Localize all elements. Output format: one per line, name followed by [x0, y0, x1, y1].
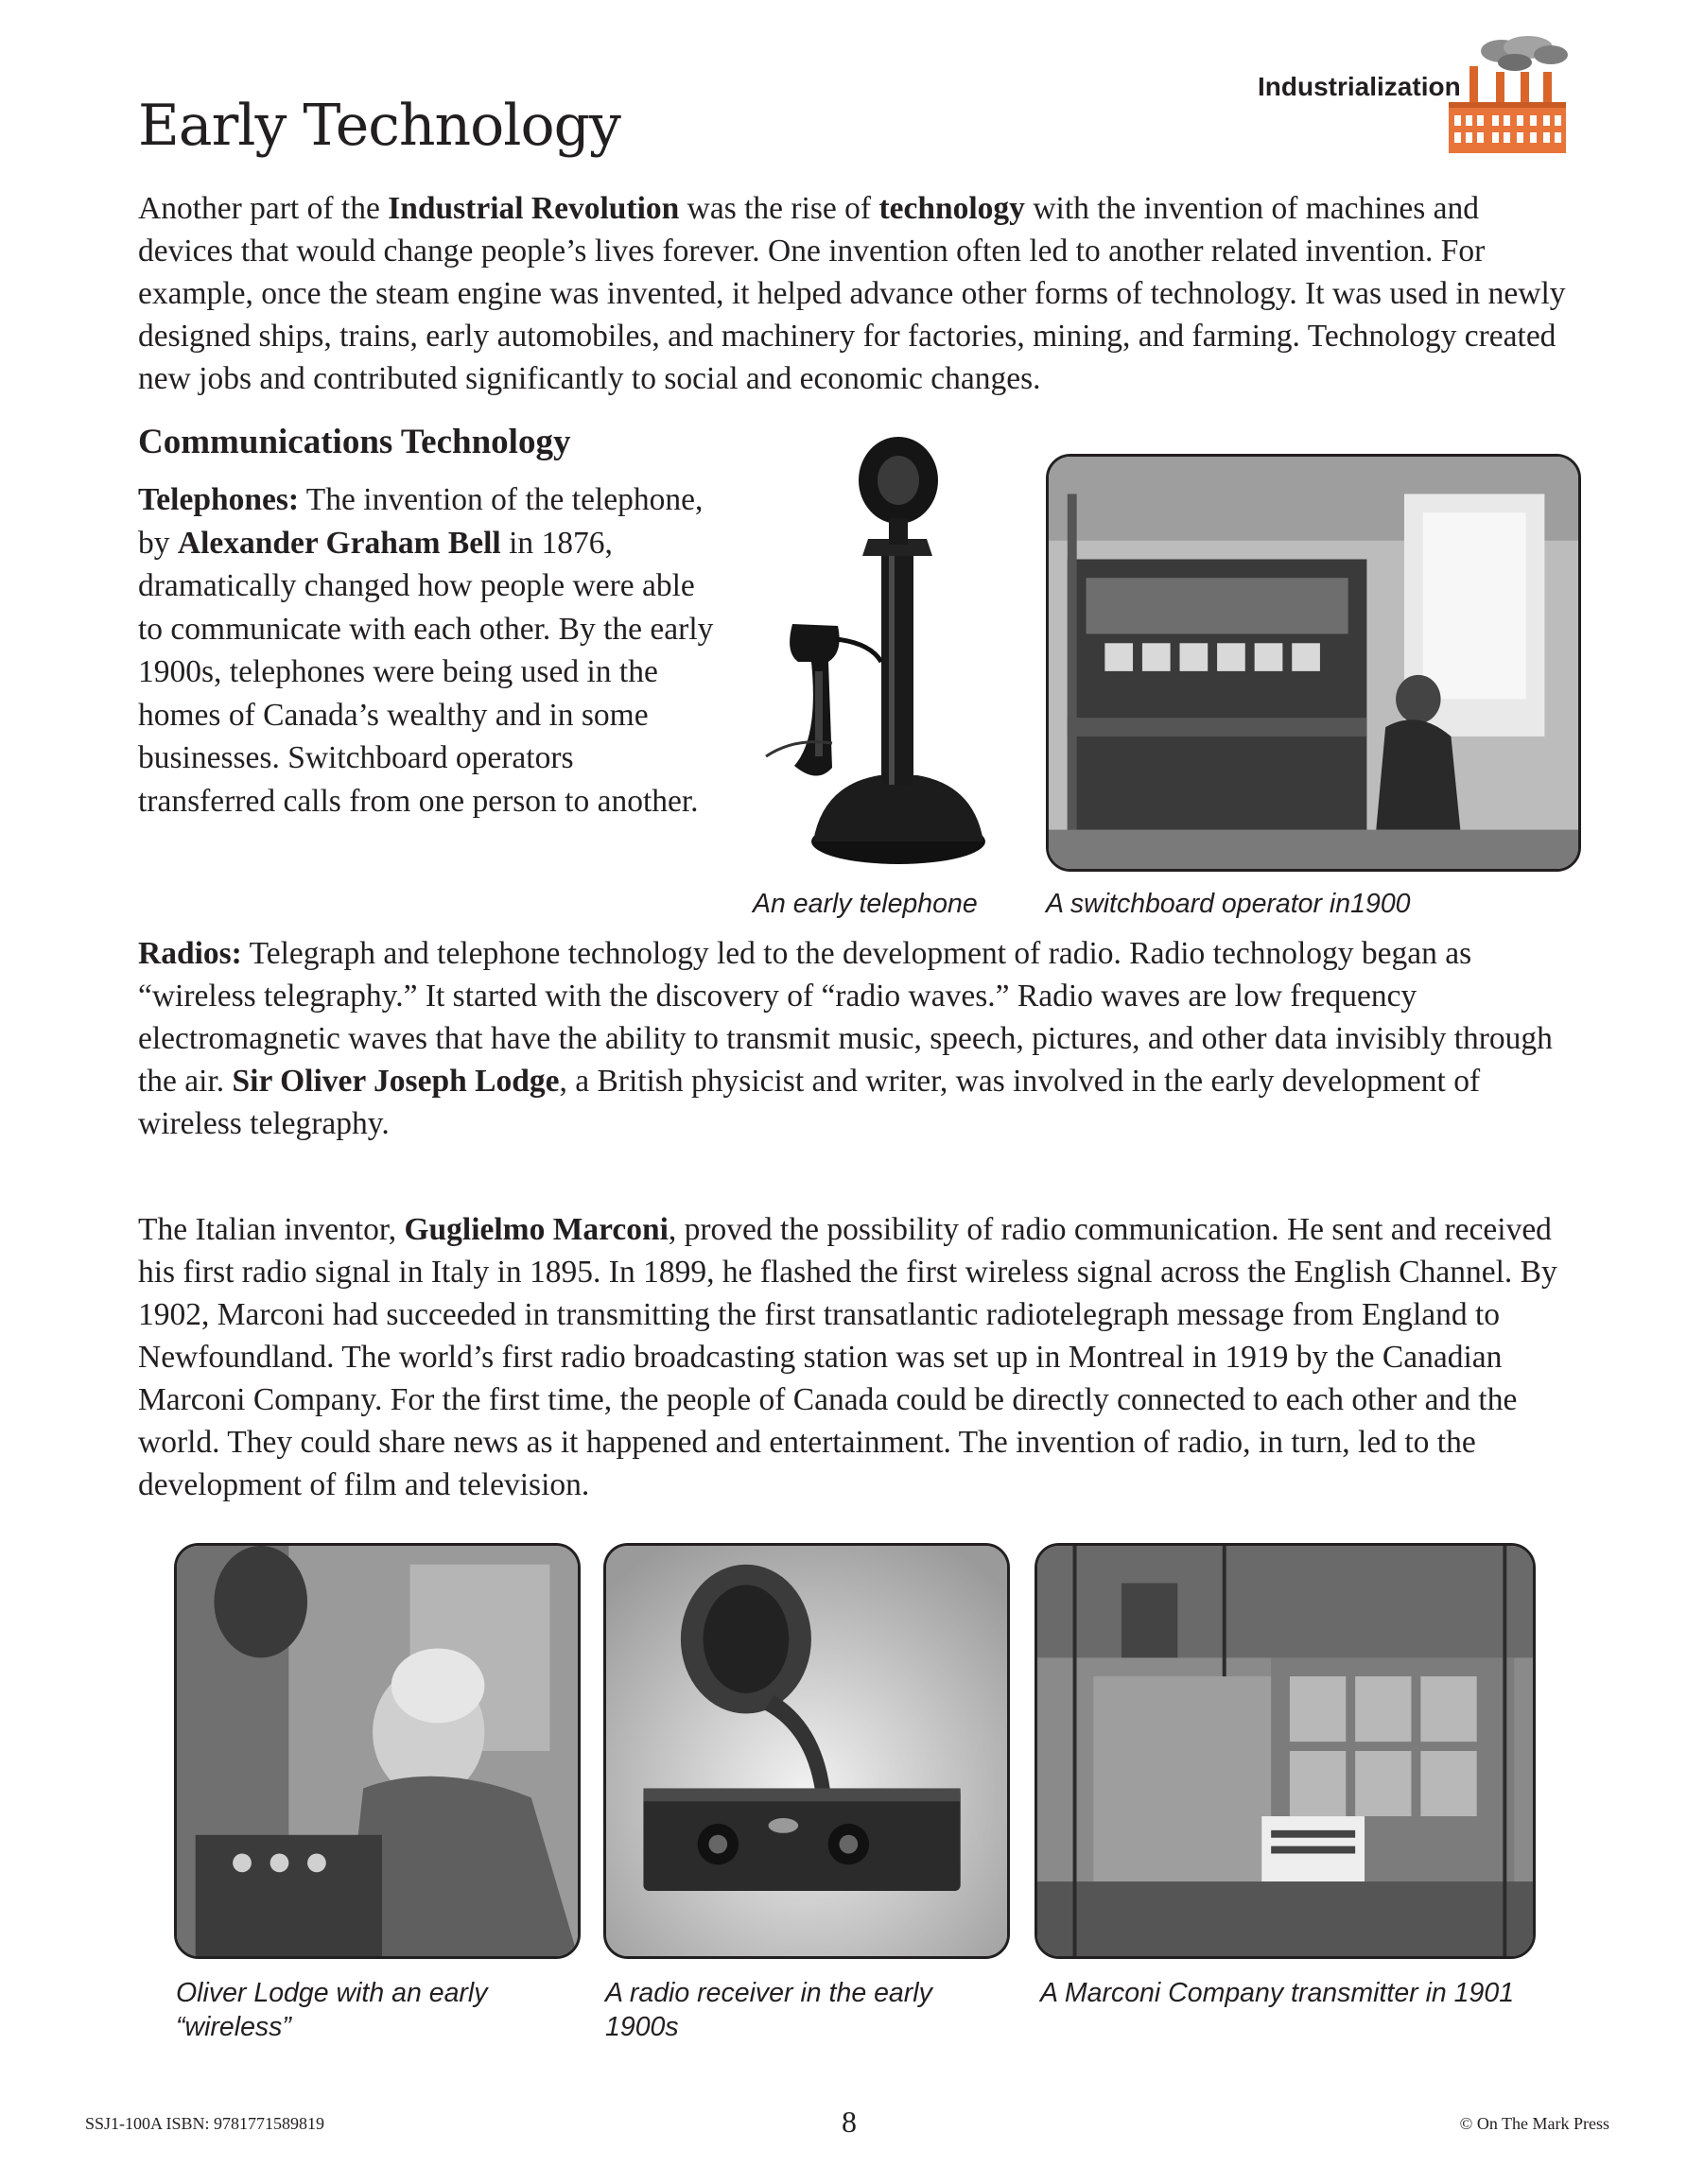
marconi-paragraph: The Italian inventor, Guglielmo Marconi, proved the possibility of radio communication. He sent and received his first radio signal in Italy in 1895. In 1899, he flashed the first wireless signal across the English Channel. By 1902, Marconi had succeeded in transmitting the first transatlantic radiotelegraph message from England to Newfoundland. The world’s first radio broadcasting station was set up in Montreal in 1919 by the Canadian Marconi Company. For the first time, the people of Canada could be directly connected to each other and the world. They could share news as it happened and entertainment. The invention of radio, in turn, led to the development of film and television.	[138, 1212, 1557, 1502]
intro-paragraph: Another part of the Industrial Revolution was the rise of technology with the invention of machines and devices that would change people’s lives forever. One invention often led to another related invention. For example, once the steam engine was invented, it helped advance other forms of technology. It was used in newly designed ships, trains, early automobiles, and machinery for factories, mining, and farming. Technology created new jobs and contributed significantly to social and economic changes.	[138, 191, 1566, 396]
footer-isbn: SSJ1-100A ISBN: 9781771589819	[85, 2114, 325, 2133]
section-badge	[1258, 34, 1570, 157]
caption-switchboard: A switchboard operator in1900	[1046, 889, 1411, 919]
section-heading: Communications Technology	[138, 423, 571, 461]
radios-paragraph: Radios: Telegraph and telephone technology led to the development of radio. Radio technology began as “wireless telegraphy.” It started with the discovery of “radio waves.” Radio waves are low frequency electromagnetic waves that have the ability to transmit music, speech, pictures, and other data invisibly through the air. Sir Oliver Joseph Lodge, a British physicist and writer, was involved in the early development of wireless telegraphy.	[138, 936, 1553, 1141]
page-number: 8	[842, 2105, 857, 2139]
oliver-lodge-photo	[174, 1543, 581, 1959]
caption-receiver: A radio receiver in the early 1900s	[605, 1978, 932, 2042]
marconi-transmitter-photo	[1035, 1543, 1536, 1959]
telephones-paragraph: Telephones: The invention of the telephone, by Alexander Graham Bell in 1876, dramatically changed how people were able to communicate with each other. By the early 1900s, telephones were being used in the homes of Canada’s wealthy and in some businesses. Switchboard operators transferred calls from one person to another.	[138, 482, 714, 819]
caption-transmitter: A Marconi Company transmitter in 1901	[1040, 1978, 1515, 2008]
factory-icon	[1445, 34, 1570, 157]
footer-publisher: © On The Mark Press	[1459, 2114, 1609, 2133]
candlestick-telephone-image	[756, 425, 1002, 870]
radio-receiver-photo	[603, 1543, 1010, 1959]
switchboard-photo	[1046, 454, 1581, 872]
caption-lodge: Oliver Lodge with an early “wireless”	[176, 1978, 488, 2042]
section-badge-label: Industrialization	[1258, 72, 1461, 101]
caption-telephone: An early telephone	[753, 889, 978, 919]
page-title: Early Technology	[138, 93, 620, 159]
